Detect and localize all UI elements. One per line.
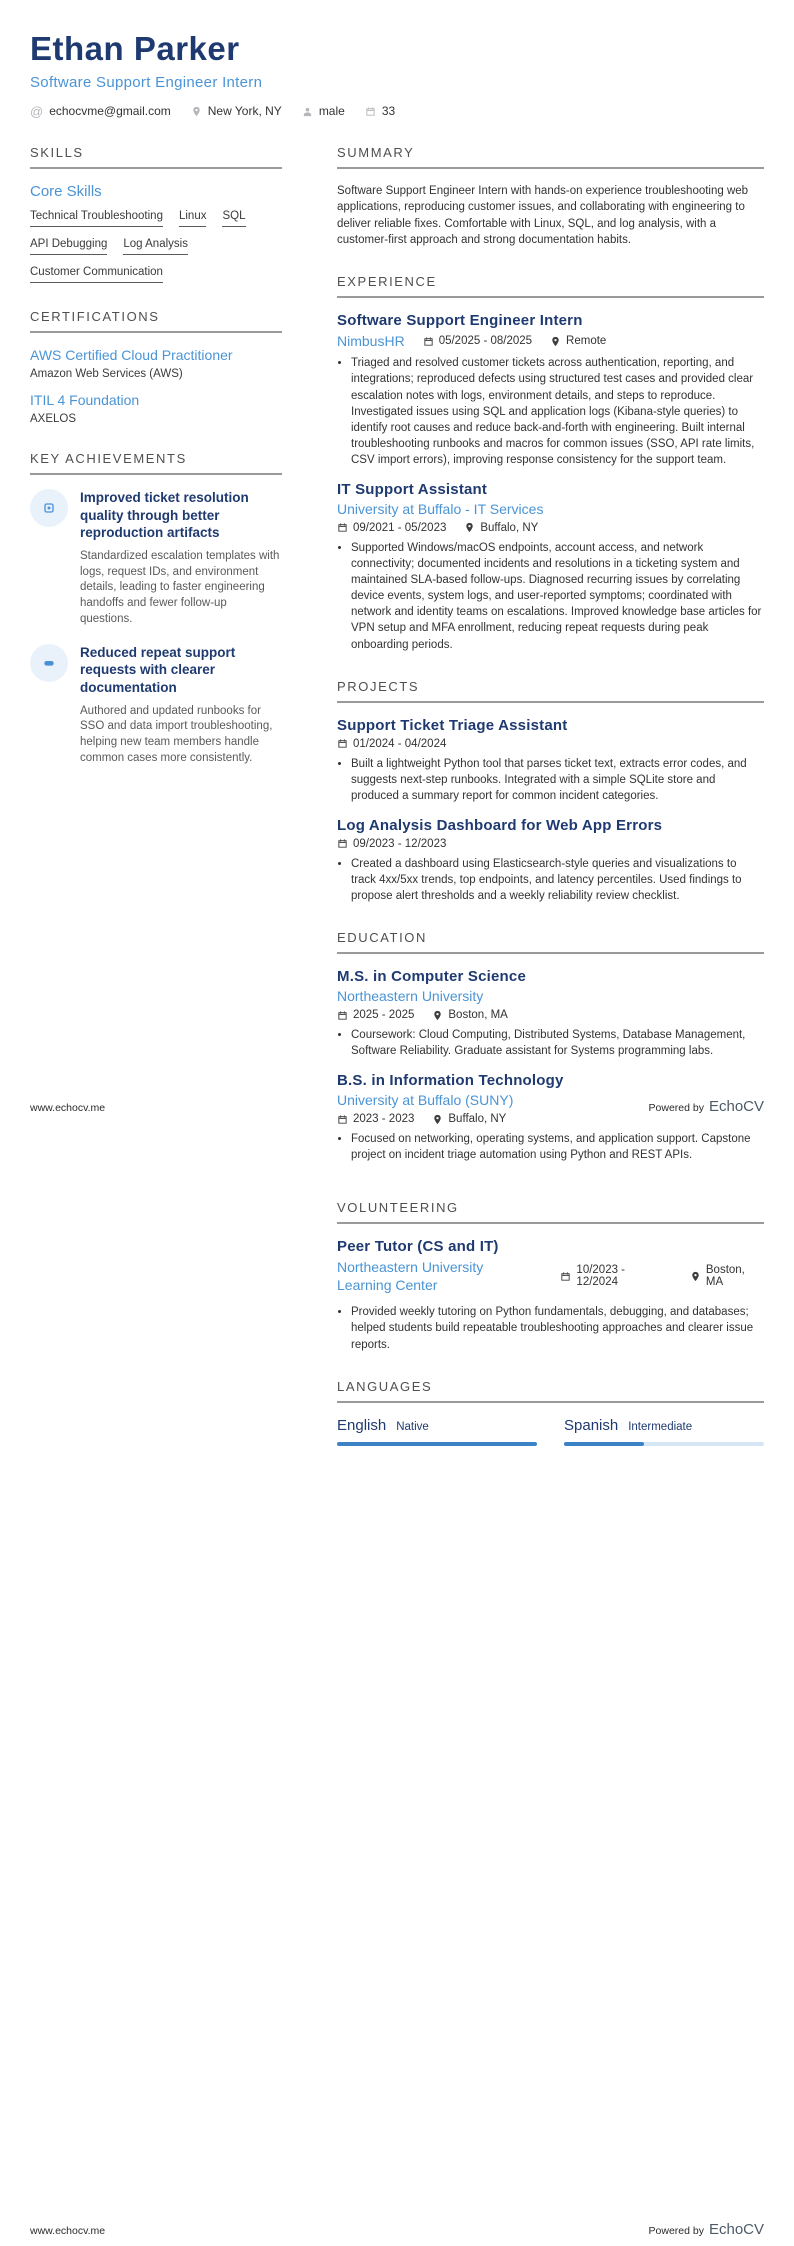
job-dates: 05/2025 - 08/2025	[423, 335, 532, 347]
contact-email[interactable]	[30, 104, 171, 118]
certification-item	[30, 347, 282, 380]
certifications-section-title: CERTIFICATIONS	[30, 309, 282, 333]
calendar-icon	[337, 1010, 348, 1021]
summary-section	[337, 145, 764, 248]
volunteering-entry	[337, 1238, 764, 1353]
skill-chip: SQL	[222, 210, 245, 227]
education-entry	[337, 968, 764, 1059]
company-name: University at Buffalo - IT Services	[337, 500, 544, 517]
education-dates: 2023 - 2023	[337, 1113, 414, 1125]
achievement-title: Reduced repeat support requests with clearer documentation	[80, 644, 236, 696]
contact-age	[365, 104, 395, 118]
header	[30, 30, 764, 118]
skill-chip: Technical Troubleshooting	[30, 210, 163, 227]
skills-group-title: Core Skills	[30, 183, 102, 200]
project-bullets	[351, 756, 764, 804]
location-pin-icon	[191, 106, 202, 117]
right-column	[337, 145, 764, 1190]
location-pin-icon	[690, 1271, 701, 1282]
certifications-section	[30, 309, 282, 425]
project-title: Log Analysis Dashboard for Web App Errors	[337, 816, 663, 834]
volunteer-location: Boston, MA	[690, 1264, 764, 1288]
bullet: • Created a dashboard using Elasticsearch-style queries and visualizations to track 4xx/5xx trends, top endpoints, and latency percentiles. Used findings to propose alert thresholds and a weekly reliability review checklist.	[351, 856, 764, 904]
experience-section-title: EXPERIENCE	[337, 274, 764, 298]
achievement-item	[30, 644, 282, 767]
job-title: IT Support Assistant	[337, 480, 488, 498]
certification-issuer: AXELOS	[30, 413, 77, 425]
page-footer	[30, 2221, 764, 2238]
bullet: • Coursework: Cloud Computing, Distributed Systems, Database Management, Software Reliability. Graduate assistant for Systems programming labs.	[351, 1027, 764, 1059]
achievements-section	[30, 451, 282, 767]
calendar-icon	[337, 738, 348, 749]
job-location: Buffalo, NY	[464, 522, 538, 534]
job-title: Software Support Engineer Intern	[337, 312, 583, 330]
contact-row	[30, 104, 764, 118]
page-footer	[30, 1098, 764, 1115]
experience-section	[337, 274, 764, 652]
footer-brand-link[interactable]: EchoCV	[708, 1098, 764, 1115]
skill-chip: Linux	[179, 210, 207, 227]
footer-brand-link[interactable]: EchoCV	[708, 2221, 764, 2238]
calendar-icon	[337, 522, 348, 533]
bullet: • Focused on networking, operating systems, and application support. Capstone project on incident triage automation using Python and REST APIs.	[351, 1131, 764, 1163]
language-item	[337, 1417, 537, 1446]
footer-website-link[interactable]: www.echocv.me	[30, 2225, 106, 2237]
volunteering-section	[337, 1200, 764, 1353]
language-level: Intermediate	[628, 1420, 693, 1433]
degree-title: B.S. in Information Technology	[337, 1072, 564, 1090]
achievements-section-title: KEY ACHIEVEMENTS	[30, 451, 282, 475]
language-level: Native	[396, 1420, 429, 1433]
calendar-icon	[337, 838, 348, 849]
pill-icon	[30, 644, 68, 682]
education-section-title: EDUCATION	[337, 930, 764, 954]
company-name: NimbusHR	[337, 333, 405, 350]
language-item	[564, 1417, 764, 1446]
job-bullets	[351, 540, 764, 653]
language-bar	[337, 1442, 537, 1446]
summary-text: Software Support Engineer Intern with hands-on experience troubleshooting web applications, reproducing customer issues, and collaborating with engineering to deliver reliable fixes. Comfortable with Linux, SQL, and log analysis, with a customer-first approach and strong documentation habits.	[337, 185, 749, 246]
project-entry	[337, 717, 764, 804]
contact-location	[191, 104, 282, 118]
projects-section	[337, 679, 764, 905]
volunteer-title: Peer Tutor (CS and IT)	[337, 1238, 499, 1255]
achievement-description: Standardized escalation templates with logs, request IDs, and environment details, leading to faster engineering handoffs and fewer follow-up questions.	[80, 549, 280, 626]
languages-section	[337, 1379, 764, 1446]
resume-page-2	[0, 1123, 794, 2246]
experience-entry	[337, 312, 764, 468]
skill-chip: Customer Communication	[30, 266, 163, 283]
footer-website-link[interactable]: www.echocv.me	[30, 1102, 106, 1114]
language-bar-fill	[337, 1442, 537, 1446]
location-pin-icon	[432, 1010, 443, 1021]
bullet: • Built a lightweight Python tool that parses ticket text, extracts error codes, and suggests next-step runbooks. Integrated with a simple SQLite store and produced a summary report for common incident categories.	[351, 756, 764, 804]
location-pin-icon	[464, 522, 475, 533]
organization-name: Northeastern University Learning Center	[337, 1259, 484, 1294]
volunteer-bullets	[351, 1304, 764, 1352]
summary-section-title: SUMMARY	[337, 145, 764, 169]
certification-item	[30, 392, 282, 425]
projects-section-title: PROJECTS	[337, 679, 764, 703]
chip-icon	[30, 489, 68, 527]
certification-name: ITIL 4 Foundation	[30, 392, 140, 408]
school-name: University at Buffalo (SUNY)	[337, 1092, 514, 1109]
volunteering-section-title: VOLUNTEERING	[337, 1200, 764, 1224]
language-name: English	[337, 1416, 387, 1434]
calendar-icon	[365, 106, 376, 117]
certification-name: AWS Certified Cloud Practitioner	[30, 347, 233, 363]
project-title: Support Ticket Triage Assistant	[337, 716, 568, 734]
project-entry	[337, 817, 764, 904]
footer-powered-by: Powered by	[648, 2225, 704, 2237]
education-location: Buffalo, NY	[432, 1113, 506, 1125]
job-location: Remote	[550, 335, 606, 347]
education-dates: 2025 - 2025	[337, 1009, 414, 1021]
language-bar	[564, 1442, 764, 1446]
skills-section	[30, 145, 282, 283]
bullet: • Triaged and resolved customer tickets across authentication, reporting, and integrations; reproduced defects using structured test cases and provided clear escalation notes with logs, environment details, and steps to reproduce. Investigated issues using SQL and application logs (Kibana-style queries) to identify root causes and reduce back-and-forth with engineering. Built internal troubleshooting runbooks and macros for common issues (SSO, API rate limits, CSV import errors), improving response consistency for the support team.	[351, 355, 764, 468]
certification-issuer: Amazon Web Services (AWS)	[30, 368, 183, 380]
skill-chip: API Debugging	[30, 238, 107, 255]
achievement-item	[30, 489, 282, 628]
project-bullets	[351, 856, 764, 904]
bullet: • Supported Windows/macOS endpoints, account access, and network connectivity; documented incidents and resolutions in a ticketing system and maintained SLA-based follow-ups. Diagnosed recurring issues by correlating device events, system logs, and user-reported symptoms; coordinated with network and identity teams on escalations. Improved knowledge base articles for VPN setup and MFA enrollment, reducing repeat requests during peak onboarding periods.	[351, 540, 764, 653]
language-name: Spanish	[564, 1416, 619, 1434]
skill-chip: Log Analysis	[123, 238, 188, 255]
email-icon: @	[30, 103, 44, 119]
left-column	[30, 145, 282, 1190]
achievement-description: Authored and updated runbooks for SSO and data import troubleshooting, helping new team members handle common cases more consistently.	[80, 704, 273, 765]
contact-gender	[302, 104, 345, 118]
age-value: 33	[381, 104, 396, 118]
volunteer-dates: 10/2023 - 12/2024	[560, 1264, 667, 1288]
bullet: • Provided weekly tutoring on Python fundamentals, debugging, and databases; helped students build repeatable troubleshooting approaches and clearer issue reports.	[351, 1304, 764, 1352]
job-bullets	[351, 355, 764, 468]
calendar-icon	[560, 1271, 571, 1282]
language-bar-fill	[564, 1442, 644, 1446]
location-pin-icon	[550, 336, 561, 347]
skill-list	[30, 210, 282, 283]
footer-powered-by: Powered by	[648, 1102, 704, 1114]
person-icon	[302, 106, 313, 117]
degree-title: M.S. in Computer Science	[337, 968, 527, 986]
job-dates: 09/2021 - 05/2023	[337, 522, 446, 534]
calendar-icon	[423, 336, 434, 347]
education-location: Boston, MA	[432, 1009, 507, 1021]
person-headline: Software Support Engineer Intern	[30, 74, 263, 91]
gender-value: male	[318, 104, 345, 118]
school-name: Northeastern University	[337, 988, 484, 1005]
location-value: New York, NY	[207, 104, 282, 118]
project-dates: 01/2024 - 04/2024	[337, 738, 446, 750]
experience-entry	[337, 481, 764, 653]
project-dates: 09/2023 - 12/2023	[337, 838, 446, 850]
achievement-title: Improved ticket resolution quality through better reproduction artifacts	[80, 490, 249, 541]
person-name: Ethan Parker	[30, 30, 240, 67]
education-bullets	[351, 1027, 764, 1059]
skills-section-title: SKILLS	[30, 145, 282, 169]
email-value[interactable]: echocvme@gmail.com	[49, 104, 171, 118]
languages-section-title: LANGUAGES	[337, 1379, 764, 1403]
